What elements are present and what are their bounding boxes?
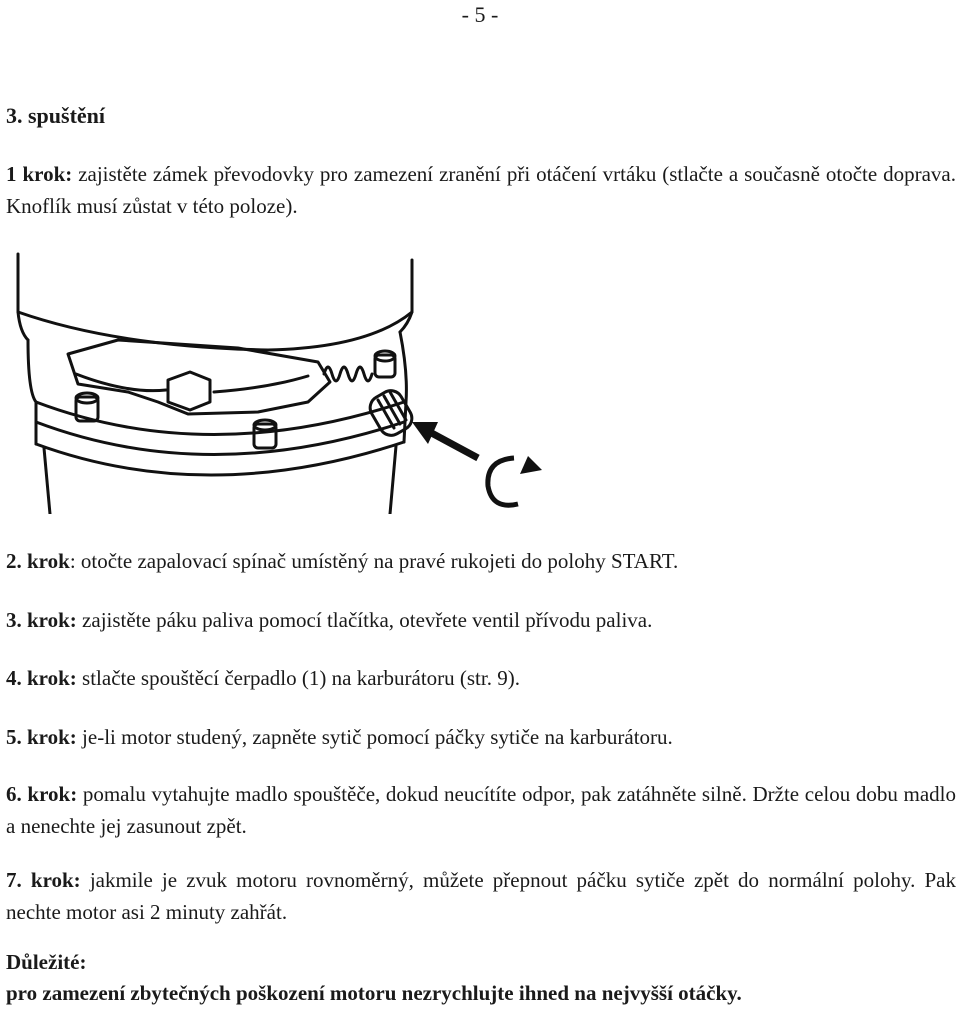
step-4 — [6, 662, 956, 694]
section-title: 3. spuštění — [6, 103, 106, 128]
important-text: pro zamezení zbytečných poškození motoru nezrychlujte ihned na nejvyšší otáčky. — [6, 981, 742, 1005]
step-5-text: je-li motor studený, zapněte sytič pomocí páčky sytiče na karburátoru. — [76, 725, 673, 749]
step-2-label: 2. krok — [6, 549, 70, 573]
step-1-label: 1 krok: — [6, 162, 73, 186]
step-6-label: 6. krok: — [6, 782, 78, 806]
step-3-text: zajistěte páku paliva pomocí tlačítka, otevřete ventil přívodu paliva. — [76, 608, 653, 632]
step-2-text: : otočte zapalovací spínač umístěný na pravé rukojeti do polohy START. — [69, 549, 679, 573]
page-number: - 5 - — [461, 2, 499, 27]
step-4-label: 4. krok: — [6, 666, 77, 690]
gearbox-lock-illustration — [8, 252, 548, 514]
step-1 — [6, 158, 956, 222]
step-1-text: zajistěte zámek převodovky pro zamezení zranění při otáčení vrtáku (stlačte a současně otočte doprava. Knoflík musí zůstat v této poloze). — [6, 162, 956, 218]
step-7-label: 7. krok: — [6, 868, 81, 892]
step-5 — [6, 721, 956, 753]
step-5-label: 5. krok: — [6, 725, 77, 749]
step-7-text: jakmile je zvuk motoru rovnoměrný, můžete přepnout páčku sytiče zpět do normální polohy. Pak nechte motor asi 2 minuty zahřát. — [6, 868, 956, 924]
step-6-text: pomalu vytahujte madlo spouštěče, dokud neucítíte odpor, pak zatáhněte silně. Držte celou dobu madlo a nenechte jej zasunout zpět. — [6, 782, 956, 838]
step-6 — [6, 778, 956, 842]
step-4-text: stlačte spouštěcí čerpadlo (1) na karburátoru (str. 9). — [76, 666, 520, 690]
step-3-label: 3. krok: — [6, 608, 77, 632]
step-2 — [6, 545, 956, 577]
important-label: Důležité: — [6, 950, 87, 974]
step-7 — [6, 864, 956, 928]
step-3 — [6, 604, 956, 636]
